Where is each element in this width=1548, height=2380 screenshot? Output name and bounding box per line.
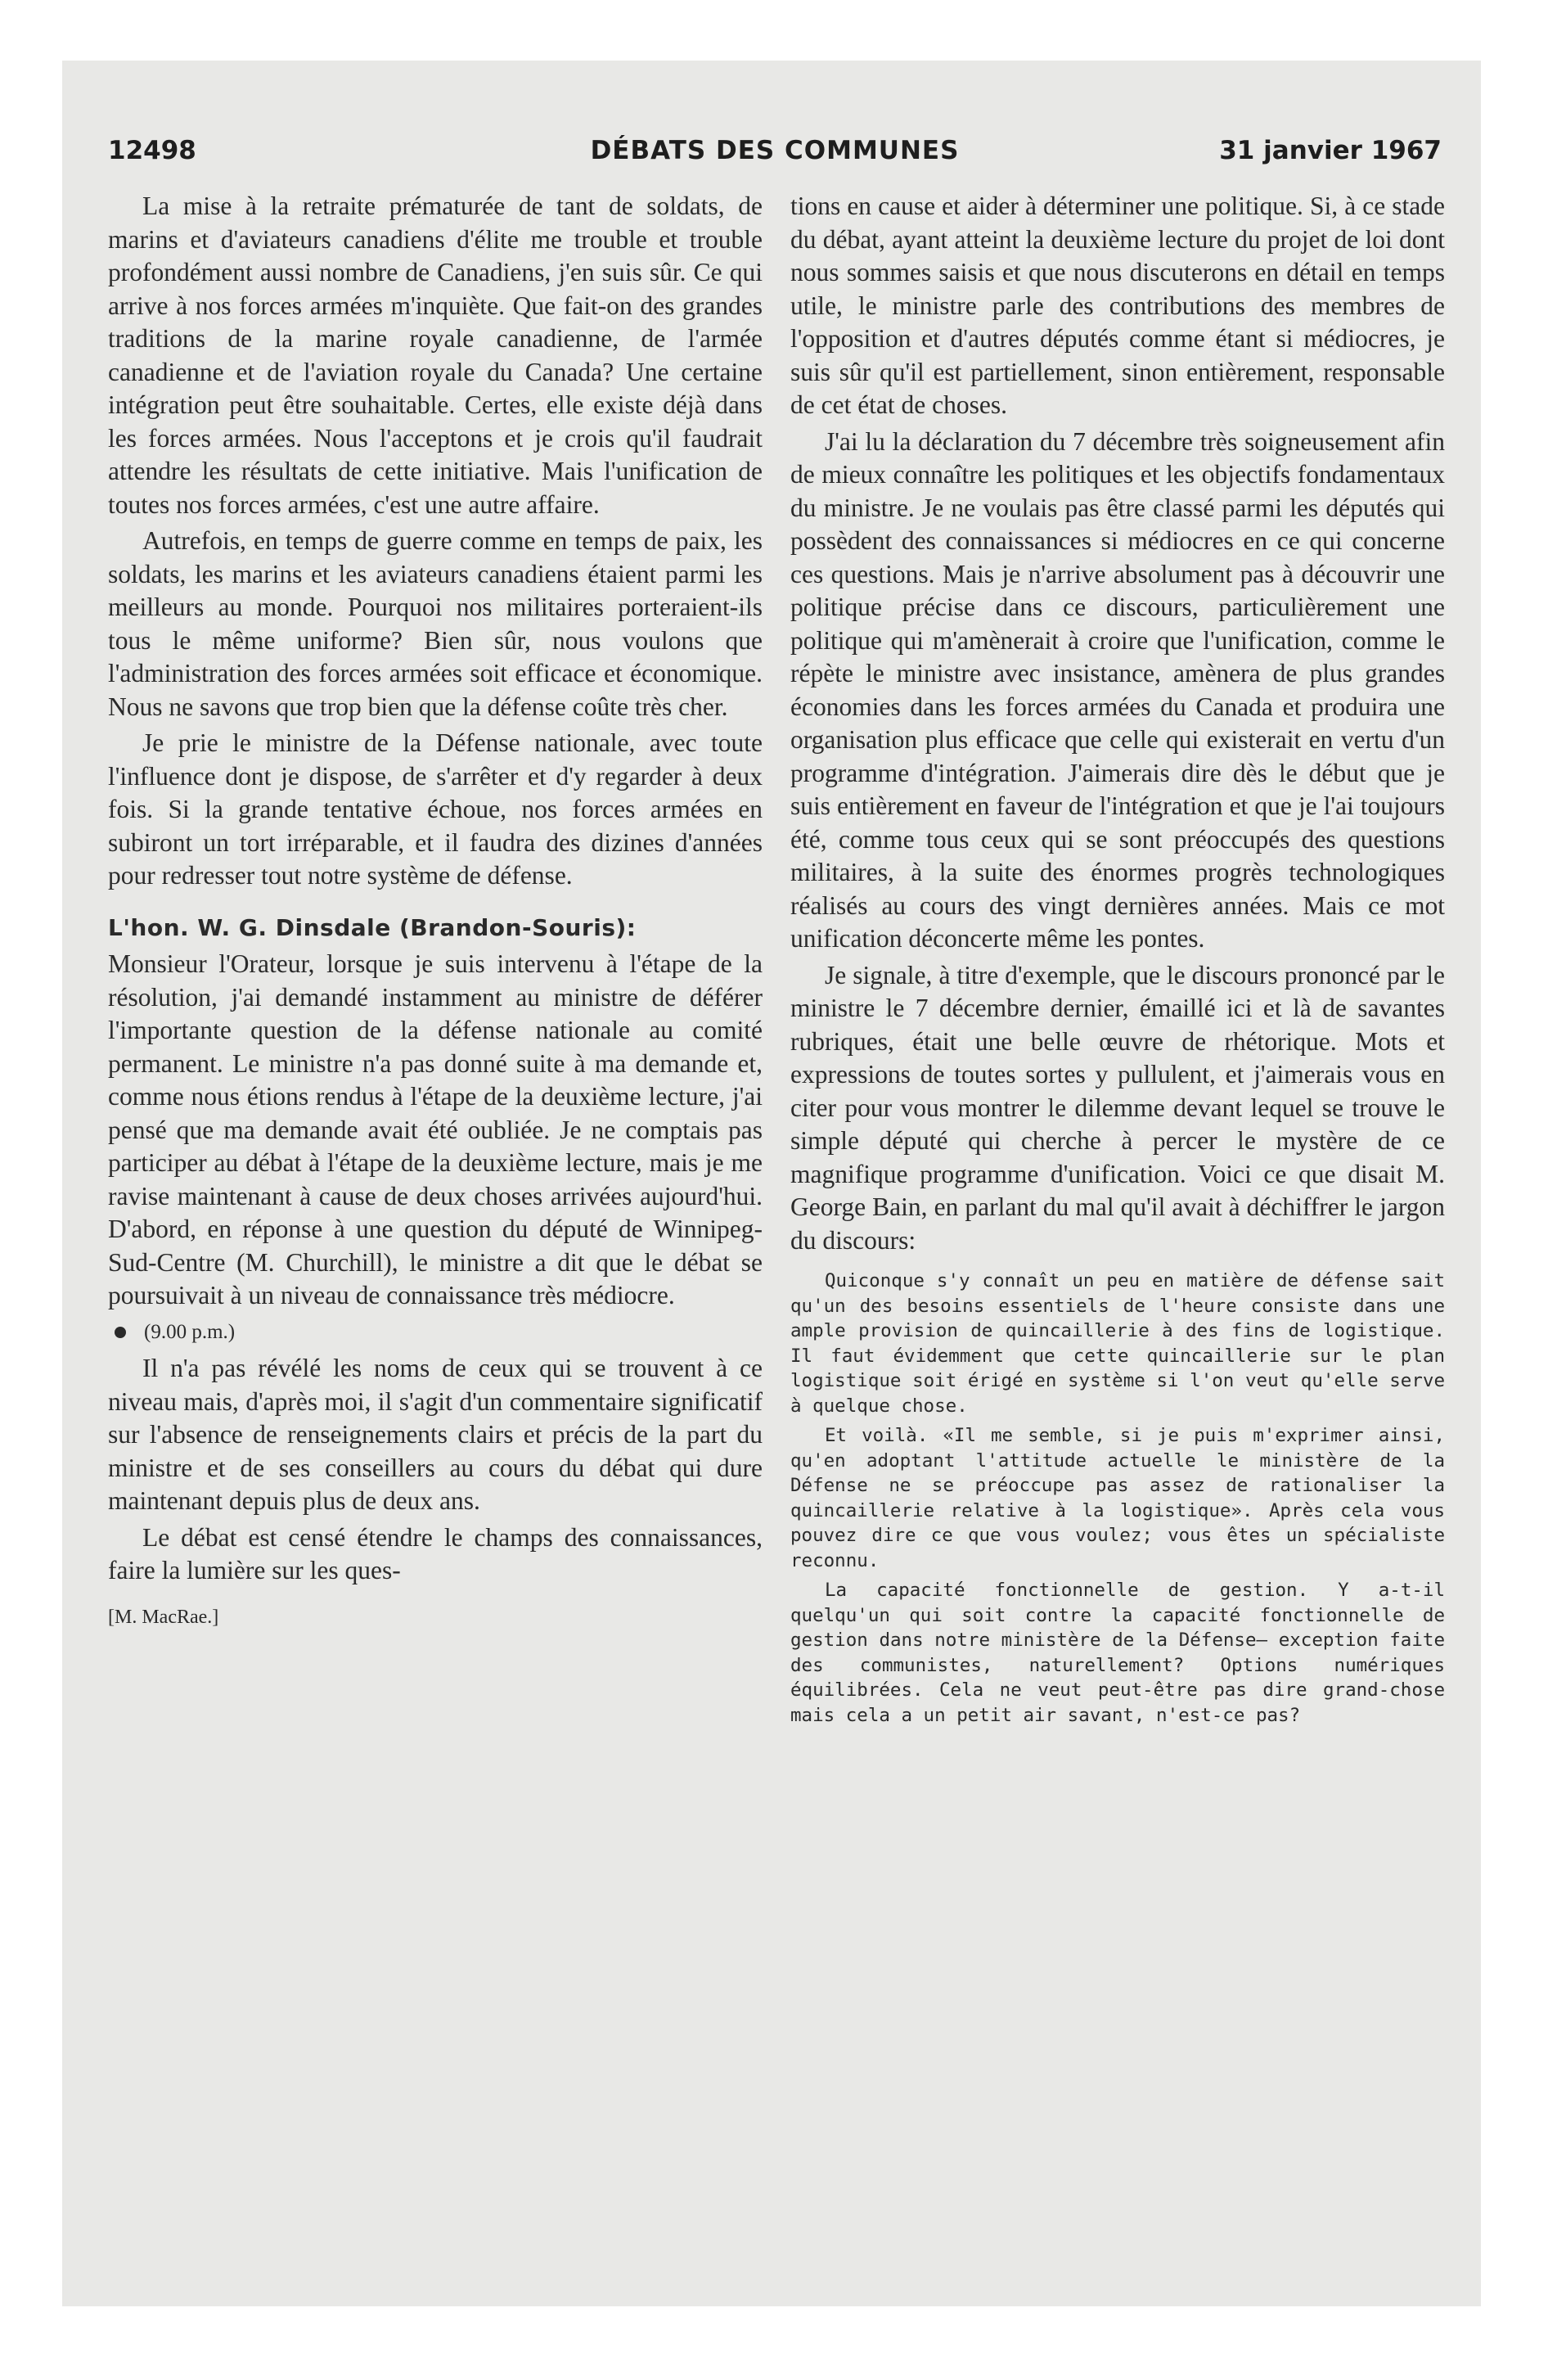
paragraph: Je signale, à titre d'exemple, que le discours prononcé par le ministre le 7 décembre dernier, émaillé ici et là de savantes rubriques, était une belle œuvre de rhétorique. Mots et expressions de toutes sortes y pullulent, et j'aimerais vous en citer pour vous montrer le dilemme devant lequel se trouve le simple député qui cherche à percer le mystère de ce magnifique programme d'unification. Voici ce que disait M. George Bain, en parlant du mal qu'il avait à déchiffrer le jargon du discours:	[790, 960, 1445, 1255]
page-header	[108, 136, 1442, 174]
speaker-name: L'hon. W. G. Dinsdale (Brandon-Souris):	[108, 913, 637, 941]
left-column	[108, 190, 763, 1634]
paragraph: Monsieur l'Orateur, lorsque je suis intervenu à l'étape de la résolution, j'ai demandé instamment au ministre de déférer l'importante question de la défense nationale au comité permanent. Le ministre n'a pas donné suite à ma demande et, comme nous étions rendus à l'étape de la deuxième lecture, j'ai pensé que ma demande avait été oubliée. Je ne comptais pas participer au débat à l'étape de la deuxième lecture, mais je me ravise maintenant à cause de deux choses arrivées aujourd'hui. D'abord, en réponse à une question du député de Winnipeg-Sud-Centre (M. Churchill), le ministre a dit que le débat se poursuivait à un niveau de connaissance très médiocre.	[108, 949, 763, 1309]
quote-paragraph: Et voilà. «Il me semble, si je puis m'exprimer ainsi, qu'en adoptant l'attitude actuelle le ministère de la Défense ne se préoccupe pas assez de rationaliser la quincaillerie relative à la logistique». Après cela vous pouvez dire ce que vous voulez; vous êtes un spécialiste reconnu.	[790, 1425, 1445, 1571]
paragraph: Il n'a pas révélé les noms de ceux qui se trouvent à ce niveau mais, d'après moi, il s'agit d'un commentaire significatif sur l'absence de renseignements clairs et précis de la part du ministre et de ses conseillers au cours du débat qui dure maintenant depuis plus de deux ans.	[108, 1354, 763, 1515]
time-marker	[108, 1316, 763, 1350]
paragraph: tions en cause et aider à déterminer une politique. Si, à ce stade du débat, ayant atteint la deuxième lecture du projet de loi dont nous sommes saisis et que nous discuterons en détail en temps utile, le ministre parle des contributions des membres de l'opposition et d'autres députés comme étant si médiocres, je suis sûr qu'il est partiellement, sinon entièrement, responsable de cet état de choses.	[790, 192, 1445, 419]
paragraph: J'ai lu la déclaration du 7 décembre très soigneusement afin de mieux connaître les politiques et les objectifs fondamentaux du ministre. Je ne voulais pas être classé parmi les députés qui possèdent des connaissances si médiocres en ce qui concerne ces questions. Mais je n'arrive absolument pas à découvrir une politique précise dans ce discours, particulièrement une politique qui m'amènerait à croire que l'unification, comme le répète le ministre avec insistance, amènera de plus grandes économies dans les forces armées du Canada et produira une organisation plus efficace que celle qui existerait en vertu d'un programme d'intégration. J'aimerais dire dès le début que je suis entièrement en faveur de l'intégration et que je l'ai toujours été, comme tous ceux qui se sont préoccupés des questions militaires, à la suite des énormes progrès technologiques réalisés au cours des vingt dernières années. Mais ce mot unification déconcerte même les pontes.	[790, 426, 1445, 953]
right-column	[790, 190, 1445, 1728]
block-quote	[790, 1269, 1445, 1728]
paragraph: Je prie le ministre de la Défense nationale, avec toute l'influence dont je dispose, de s'arrêter et d'y regarder à deux fois. Si la grande tentative échoue, nos forces armées en subiront un tort irréparable, et il faudra des dizines d'années pour redresser tout notre système de défense.	[108, 728, 763, 890]
speaker-reference: [M. MacRae.]	[108, 1606, 219, 1628]
publication-title: DÉBATS DES COMMUNES	[590, 136, 960, 165]
paragraph: Le débat est censé étendre le champs des connaissances, faire la lumière sur les ques-	[108, 1522, 763, 1584]
quote-paragraph: La capacité fonctionnelle de gestion. Y a-t-il quelqu'un qui soit contre la capacité fonctionnelle de gestion dans notre ministère de la Défense— exception faite des communistes, naturellement? Options numériques équilibrées. Cela ne veut peut-être pas dire grand-chose mais cela a un petit air savant, n'est-ce pas?	[790, 1580, 1445, 1726]
time-label: (9.00 p.m.)	[144, 1320, 236, 1343]
page-number: 12498	[108, 136, 196, 165]
publication-date: 31 janvier 1967	[1219, 136, 1442, 165]
paragraph: Autrefois, en temps de guerre comme en temps de paix, les soldats, les marins et les aviateurs canadiens étaient parmi les meilleurs au monde. Pourquoi nos militaires porteraient-ils tous le même uniforme? Bien sûr, nous voulons que l'administration des forces armées soit efficace et économique. Nous ne savons que trop bien que la défense coûte très cher.	[108, 526, 763, 721]
quote-paragraph: Quiconque s'y connaît un peu en matière de défense sait qu'un des besoins essentiels de l'heure consiste dans une ample provision de quincaillerie à des fins de logistique. Il faut évidemment que cette quincaillerie sur le plan logistique soit érigé en système si l'on veut qu'elle serve à quelque chose.	[790, 1270, 1445, 1417]
speaker-paragraph	[108, 911, 763, 945]
bullet-icon	[115, 1327, 126, 1338]
paragraph: La mise à la retraite prématurée de tant de soldats, de marins et d'aviateurs canadiens d'élite me trouble et trouble profondément aussi nombre de Canadiens, j'en suis sûr. Ce qui arrive à nos forces armées m'inquiète. Que fait-on des grandes traditions de la marine royale canadienne, de l'armée canadienne et de l'aviation royale du Canada? Une certaine intégration peut être souhaitable. Certes, elle existe déjà dans les forces armées. Nous l'acceptons et je crois qu'il faudrait attendre les résultats de cette initiative. Mais l'unification de toutes nos forces armées, c'est une autre affaire.	[108, 192, 763, 519]
